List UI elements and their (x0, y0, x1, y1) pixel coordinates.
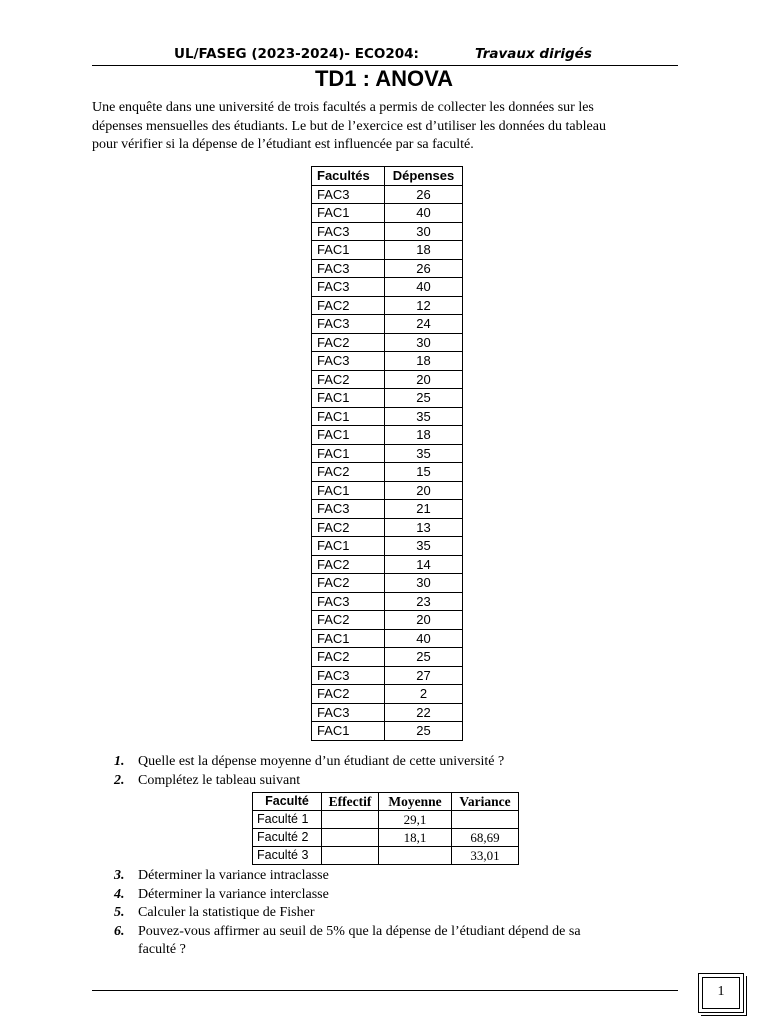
faculty-label-cell: Faculté 3 (253, 847, 322, 865)
intro-line: dépenses mensuelles des étudiants. Le but de l’exercice est d’utiliser les données du tableau (92, 118, 606, 134)
expense-cell: 20 (385, 481, 463, 500)
faculty-cell: FAC3 (312, 500, 385, 519)
expense-cell: 23 (385, 592, 463, 611)
faculty-cell: FAC2 (312, 685, 385, 704)
summary-row (253, 811, 519, 829)
summary-header-row (253, 793, 519, 811)
faculty-cell: FAC1 (312, 204, 385, 223)
table-row (312, 500, 463, 519)
summary-header-faculte: Faculté (253, 793, 322, 811)
faculty-cell: FAC1 (312, 722, 385, 741)
question-list (92, 753, 581, 960)
faculty-cell: FAC2 (312, 611, 385, 630)
page-number: 1 (717, 984, 725, 999)
faculty-cell: FAC3 (312, 278, 385, 297)
expense-cell: 40 (385, 204, 463, 223)
expense-cell: 13 (385, 518, 463, 537)
expense-cell: 21 (385, 500, 463, 519)
summary-row (253, 829, 519, 847)
page-title: TD1 : ANOVA (314, 66, 454, 91)
table-row (312, 555, 463, 574)
faculty-cell: FAC2 (312, 333, 385, 352)
faculty-cell: FAC2 (312, 648, 385, 667)
question-4 (92, 886, 581, 905)
faculty-cell: FAC3 (312, 703, 385, 722)
faculty-cell: FAC1 (312, 444, 385, 463)
faculty-label-cell: Faculté 2 (253, 829, 322, 847)
moyenne-cell: 29,1 (379, 811, 452, 829)
faculty-cell: FAC1 (312, 629, 385, 648)
expense-cell: 26 (385, 185, 463, 204)
table-row (312, 185, 463, 204)
expense-cell: 14 (385, 555, 463, 574)
question-number: 5. (114, 905, 125, 920)
table-row (312, 222, 463, 241)
table-row (312, 426, 463, 445)
expense-cell: 35 (385, 407, 463, 426)
expense-cell: 20 (385, 370, 463, 389)
summary-header-variance: Variance (452, 793, 519, 811)
effectif-cell (322, 847, 379, 865)
question-number: 1. (114, 754, 125, 769)
expense-cell: 22 (385, 703, 463, 722)
expense-cell: 35 (385, 537, 463, 556)
question-3 (92, 867, 581, 886)
question-6 (92, 923, 581, 960)
expense-cell: 15 (385, 463, 463, 482)
question-1 (92, 753, 581, 772)
faculty-cell: FAC3 (312, 185, 385, 204)
table-row (312, 333, 463, 352)
moyenne-cell (379, 847, 452, 865)
expense-cell: 25 (385, 389, 463, 408)
table-row (312, 370, 463, 389)
table-row (312, 296, 463, 315)
expense-cell: 30 (385, 222, 463, 241)
expense-cell: 35 (385, 444, 463, 463)
expense-cell: 30 (385, 574, 463, 593)
faculty-cell: FAC3 (312, 666, 385, 685)
data-table-body (312, 185, 463, 740)
variance-cell: 33,01 (452, 847, 519, 865)
summary-table-container (92, 792, 581, 865)
table-row (312, 685, 463, 704)
data-table (311, 166, 463, 741)
page-number-box (698, 973, 744, 1013)
table-row (312, 407, 463, 426)
summary-header-effectif: Effectif (322, 793, 379, 811)
column-header-facultes: Facultés (312, 167, 385, 186)
effectif-cell (322, 829, 379, 847)
intro-line: Une enquête dans une université de trois facultés a permis de collecter les données sur les (92, 100, 594, 115)
intro-paragraph (92, 99, 682, 155)
expense-cell: 2 (385, 685, 463, 704)
table-row (312, 241, 463, 260)
expense-cell: 20 (385, 611, 463, 630)
data-table-header-row (312, 167, 463, 186)
table-row (312, 259, 463, 278)
faculty-cell: FAC3 (312, 259, 385, 278)
expense-cell: 40 (385, 629, 463, 648)
moyenne-cell: 18,1 (379, 829, 452, 847)
effectif-cell (322, 811, 379, 829)
faculty-cell: FAC2 (312, 555, 385, 574)
table-row (312, 537, 463, 556)
question-2 (92, 772, 581, 791)
question-text: Calculer la statistique de Fisher (138, 905, 315, 920)
faculty-cell: FAC3 (312, 352, 385, 371)
expense-cell: 24 (385, 315, 463, 334)
question-text: Pouvez-vous affirmer au seuil de 5% que la dépense de l’étudiant dépend de sa (138, 923, 581, 939)
faculty-cell: FAC2 (312, 463, 385, 482)
summary-row (253, 847, 519, 865)
table-row (312, 648, 463, 667)
table-row (312, 278, 463, 297)
table-row (312, 703, 463, 722)
table-row (312, 518, 463, 537)
course-header: UL/FASEG (2023-2024)- ECO204: (174, 46, 419, 62)
table-row (312, 666, 463, 685)
expense-cell: 25 (385, 648, 463, 667)
expense-cell: 27 (385, 666, 463, 685)
table-row (312, 463, 463, 482)
table-row (312, 592, 463, 611)
faculty-cell: FAC3 (312, 315, 385, 334)
table-row (312, 444, 463, 463)
question-number: 3. (114, 868, 125, 883)
expense-cell: 18 (385, 241, 463, 260)
question-5 (92, 904, 581, 923)
table-row (312, 722, 463, 741)
question-number: 4. (114, 886, 125, 902)
table-row (312, 611, 463, 630)
expense-cell: 18 (385, 352, 463, 371)
expense-cell: 30 (385, 333, 463, 352)
intro-line: pour vérifier si la dépense de l’étudiant est influencée par sa faculté. (92, 137, 474, 152)
faculty-cell: FAC3 (312, 592, 385, 611)
faculty-cell: FAC2 (312, 574, 385, 593)
table-row (312, 629, 463, 648)
faculty-cell: FAC2 (312, 518, 385, 537)
header-section: Travaux dirigés (475, 46, 592, 62)
question-text: faculté ? (138, 942, 186, 957)
table-row (312, 204, 463, 223)
faculty-cell: FAC1 (312, 389, 385, 408)
faculty-cell: FAC1 (312, 407, 385, 426)
table-row (312, 315, 463, 334)
question-text: Complétez le tableau suivant (138, 772, 301, 788)
faculty-cell: FAC1 (312, 241, 385, 260)
faculty-cell: FAC1 (312, 481, 385, 500)
variance-cell (452, 811, 519, 829)
question-text: Quelle est la dépense moyenne d’un étudiant de cette université ? (138, 754, 505, 769)
faculty-cell: FAC2 (312, 370, 385, 389)
expense-cell: 25 (385, 722, 463, 741)
question-text: Déterminer la variance interclasse (138, 886, 329, 902)
faculty-cell: FAC1 (312, 426, 385, 445)
column-header-depenses: Dépenses (385, 167, 463, 186)
table-row (312, 352, 463, 371)
summary-table (252, 792, 519, 865)
footer-divider (92, 990, 678, 991)
question-number: 2. (114, 772, 125, 788)
expense-cell: 40 (385, 278, 463, 297)
page-header (92, 44, 678, 66)
variance-cell: 68,69 (452, 829, 519, 847)
table-row (312, 481, 463, 500)
faculty-cell: FAC2 (312, 296, 385, 315)
expense-cell: 18 (385, 426, 463, 445)
table-row (312, 389, 463, 408)
question-number: 6. (114, 923, 125, 939)
faculty-label-cell: Faculté 1 (253, 811, 322, 829)
question-text: Déterminer la variance intraclasse (138, 868, 329, 883)
summary-table-body (253, 811, 519, 865)
expense-cell: 12 (385, 296, 463, 315)
faculty-cell: FAC1 (312, 537, 385, 556)
expense-cell: 26 (385, 259, 463, 278)
summary-header-moyenne: Moyenne (379, 793, 452, 811)
faculty-cell: FAC3 (312, 222, 385, 241)
table-row (312, 574, 463, 593)
